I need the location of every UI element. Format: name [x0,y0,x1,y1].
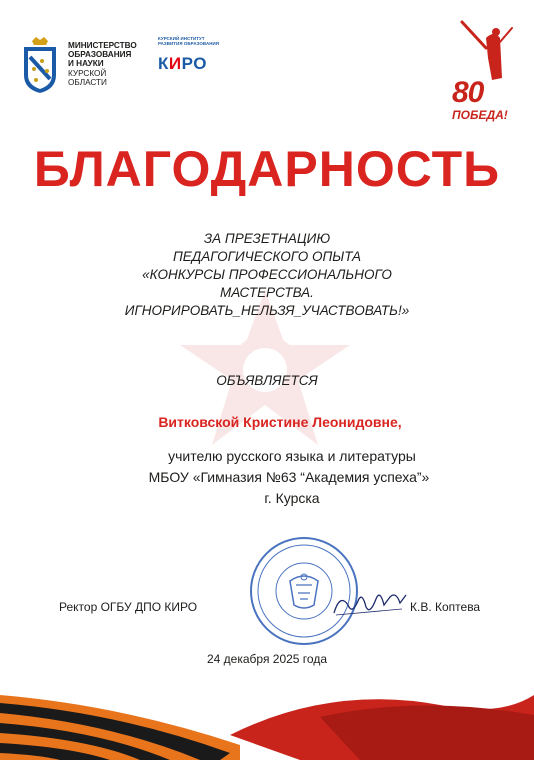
victory-label: ПОБЕДА! [452,108,508,122]
certificate-subject [0,230,534,320]
announce-text: ОБЪЯВЛЯЕТСЯ [216,373,318,388]
ministry-line: МИНИСТЕРСТВО [68,41,137,50]
signer-name: К.В. Коптева [410,600,481,614]
victory-80-number: 80 [452,76,484,109]
subject-line: ИГНОРИРОВАТЬ_НЕЛЬЗЯ_УЧАСТВОВАТЬ!» [124,303,410,318]
ministry-line: ОБЛАСТИ [68,77,107,87]
ministry-name [68,41,137,87]
kiro-name-line: КУРСКИЙ ИНСТИТУТ [158,36,205,41]
position-line: учителю русского языка и литературы [168,448,416,464]
recipient-position [0,446,534,509]
subject-line: ПЕДАГОГИЧЕСКОГО ОПЫТА [172,249,362,264]
kiro-logo [158,36,220,74]
position-line: МБОУ «Гимназия №63 “Академия успеха”» [148,469,430,485]
subject-line: «КОНКУРСЫ ПРОФЕССИОНАЛЬНОГО [142,267,392,282]
kiro-wordmark [158,54,220,74]
st-george-ribbon-icon [0,665,534,760]
certificate-date: 24 декабря 2025 года [206,652,328,666]
kiro-letter: К [158,54,169,73]
kiro-letter: И [168,54,182,73]
certificate-title: БЛАГОДАРНОСТЬ [33,141,501,197]
subject-line: МАСТЕРСТВА. [220,285,314,300]
kiro-name-line: РАЗВИТИЯ ОБРАЗОВАНИЯ [158,41,219,46]
kursk-coat-of-arms-icon [20,35,60,95]
subject-line: ЗА ПРЕЗЕТНАЦИЮ [203,231,331,246]
recipient-name: Витковской Кристине Леонидовне, [158,414,402,430]
ministry-logo [20,35,137,95]
kiro-institute-name [158,36,220,46]
ministry-line: И НАУКИ [68,59,104,69]
ministry-line: КУРСКОЙ [68,68,107,78]
signature-icon [330,585,410,625]
rector-title: Ректор ОГБУ ДПО КИРО [59,600,198,614]
position-line: г. Курска [264,490,320,506]
ministry-line: ОБРАЗОВАНИЯ [68,50,132,60]
kiro-letter: РО [181,54,207,73]
